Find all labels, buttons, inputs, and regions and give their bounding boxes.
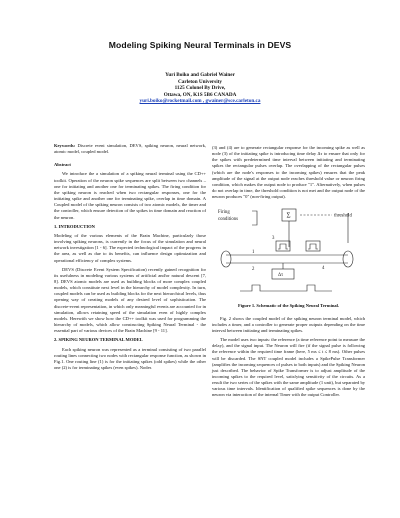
intro-heading: 1. INTRODUCTION bbox=[54, 223, 95, 229]
author-city: Ottawa, ON, K1S 5B6 CANADA bbox=[163, 91, 237, 98]
conditions-bracket bbox=[252, 211, 257, 225]
threshold-label: threshold bbox=[334, 213, 352, 219]
intro-paragraph-2: DEVS (Discrete Event System Specification) recently gained recognition for its usefulness in modeling various systems of artificial and/or natural descent [7, 8]. DEVS atomic models are used as building blocks of more complex coupled models, which constitute next level in the hierarchy of model complexity. In turn, coupled models can be used as building blocks for the next hierarchical levels, thus opening way of creating models of any desired level of sophistication. The discrete-event representation, in which only meaningful events are accounted for in simulation, allows retaining speed of the simulation even of highly complex models. Herewith we show how the CD++ toolkit was used for programming the hierarchy of models, which allow constructing Spiking Neural Terminal - the essential part of various devices of the Brain Machine [9 - 11]. bbox=[54, 266, 206, 334]
right-paragraph-1: (3) and (4) are to generate rectangular response for the incoming spike as well as node (3) of the initiating spike is introducing time delay Δτ to ensure that only for the spikes with predetermined time interval between initiating and terminating spikes the rectangular pulses overlap. The overlapping of the rectangular pulses (which are the node's responses to the incoming spikes) ensures that the peak amplitude of the signal at the output node reaches threshold value or neuron firing condition, which makes the output node to produce "1". Alternatively, when pulses do not overlap in time, the threshold condition is not met and the output node of the neuron produces "0" (non-firing output). bbox=[212, 145, 365, 200]
pulse-train bbox=[240, 285, 332, 291]
delay-label: Δτ bbox=[278, 273, 284, 279]
node-4-label: 4 bbox=[322, 266, 325, 272]
author-affiliation: Carleton University bbox=[178, 78, 222, 85]
node-2-label: 2 bbox=[252, 267, 255, 273]
spiking-terminal-schematic bbox=[212, 203, 365, 301]
section2-heading: 2. SPIKING NEURON TERMINAL MODEL bbox=[54, 337, 143, 343]
node-3-response bbox=[276, 241, 290, 251]
node-3-pulse bbox=[278, 244, 288, 249]
keywords bbox=[54, 143, 206, 155]
sigma-label: Σ bbox=[286, 211, 291, 220]
right-paragraph-3: The model uses two inputs: the reference (a time reference point to measure the delay), and the signal input. The Neuron will fire (if the signal pulse is following the reference within the required time frame (here, 5 ms ≤ t ≤ 8 ms). Other pulses will be discarded. The SNT coupled model includes a SpikePulse Transformer (amplifies the incoming sequences of pulses to both inputs) and the Spiking Neuron just described. The behavior of Spike Transformer is to adjust amplitude of the incoming spikes to the required level, satisfying sensitivity of the circuits. As a result the two series of the spikes with the same amplitude (1 unit), but separated by various time intervals. Identification of qualified spike sequences is done by the neuron via interaction of the internal Timer with the output Controller. bbox=[212, 337, 365, 398]
left-column bbox=[54, 143, 206, 374]
node-4-response bbox=[306, 241, 320, 251]
output-node bbox=[343, 251, 353, 267]
abstract-heading: Abstract bbox=[54, 162, 71, 168]
right-column bbox=[212, 145, 365, 402]
intro-paragraph-1: Modeling of the various elements of the Brain Machine, particularly those involving spiking neurons, is currently in the focus of the simulation and neural network investigation [1 - 6]. The expected technological impact of the progress in the area, as well as due to its benefits, can influence design optimization and operational efficiency of complex systems. bbox=[54, 232, 206, 263]
figure-caption: Figure 1. Schematic of the Spiking Neural Terminal. bbox=[237, 303, 340, 309]
figure-1 bbox=[212, 203, 365, 301]
section2-paragraph-1: Each spiking neuron was represented as a terminal consisting of two parallel routing lines connecting two nodes with rectangular response function, as shown in Fig.1. One routing line (1) is for the initiating spikes (odd spikes) while the other one (2) is for terminating spikes (even spikes). Nodes bbox=[54, 346, 206, 370]
input-node bbox=[221, 251, 231, 267]
keywords-label: Keywords: bbox=[54, 143, 76, 148]
node-3-label: 3 bbox=[272, 236, 275, 242]
node-1-label: 1 bbox=[252, 250, 255, 256]
firing-label: Firing bbox=[218, 210, 230, 216]
paper-title: Modeling Spiking Neural Terminals in DEVS bbox=[108, 40, 292, 50]
author-names: Yuri Boiko and Gabriel Wainer bbox=[165, 72, 235, 78]
author-emails[interactable]: yuri.boiko@rocketmail.com , gwainer@sce.carleton.ca bbox=[139, 98, 261, 105]
conditions-label: conditions bbox=[218, 217, 238, 223]
keywords-text: Discrete event simulation, DEVS, spiking neuron, neural network, atomic model, coupled model. bbox=[54, 143, 206, 155]
abstract-text: We introduce the a simulation of a spiking neural terminal using the CD++ toolkit. Operation of the neuron spike sequences are split between two channels – one for initiating and another one for terminating spikes. The firing condition for the spiking neuron is reached when two rectangular responses, one for the initiating spike and another one for terminating spike, overlap in time domain. A Coupled model of the spiking neuron consists of two atomic models, the timer and the controller, which ensure detection of the spikes in time domain and reaction of the neuron. bbox=[54, 171, 206, 220]
node-4-pulse bbox=[308, 244, 318, 249]
author-street: 1125 Colonel By Drive, bbox=[174, 85, 226, 92]
author-block bbox=[0, 72, 400, 105]
right-paragraph-2: Fig. 2 shows the coupled model of the spiking neuron terminal model, which includes a timer, and a controller to generate proper outputs depending on the time interval between initiating and terminating spikes. bbox=[212, 315, 365, 333]
